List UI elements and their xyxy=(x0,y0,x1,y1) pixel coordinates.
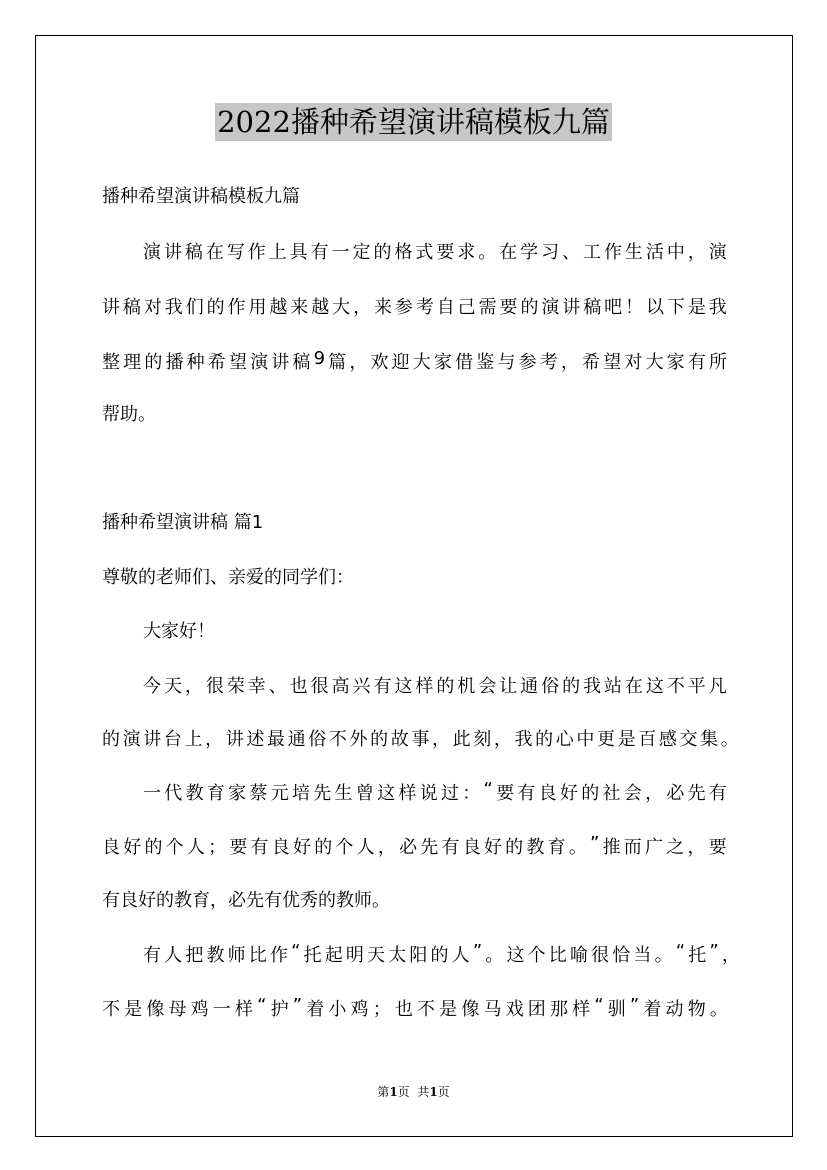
intro-line-4: 帮助。 xyxy=(102,404,156,425)
page-footer xyxy=(0,1083,827,1100)
para1-line-1 xyxy=(143,672,727,698)
para3-line-1 xyxy=(143,941,740,967)
para1-line-1-text: 今 天 ， 很 荣 幸 、 也 很 高 兴 有 这 样 的 机 会 让 通 俗 的 我 站 在 这 不 平 凡 xyxy=(143,676,727,697)
para1-line-2 xyxy=(102,725,739,751)
section-heading: 播种希望演讲稿 篇1 xyxy=(102,512,264,533)
intro-line-3-text: 整 理 的 播 种 希 望 演 讲 稿 9 篇 ， 欢 迎 大 家 借 鉴 与 参 考 ， 希 望 对 大 家 有 所 xyxy=(102,348,727,373)
intro-line-2 xyxy=(102,293,727,319)
salutation: 尊敬的老师们、亲爱的同学们： xyxy=(102,567,354,588)
para2-line-1-text: 一 代 教 育 家 蔡 元 培 先 生 曾 这 样 说 过 ： “ 要 有 良 好 的 社 会 ， 必 先 有 xyxy=(143,779,727,804)
para2-line-3: 有良好的教育，必先有优秀的教师。 xyxy=(102,890,390,911)
intro-line-1-text: 演 讲 稿 在 写 作 上 具 有 一 定 的 格 式 要 求 。 在 学 习 、 工 作 生 活 中 ， 演 xyxy=(143,242,727,263)
intro-line-3 xyxy=(102,348,727,374)
footer-label-pre: 第 xyxy=(377,1085,390,1099)
footer-label-mid: 页 共 xyxy=(397,1085,430,1099)
subtitle: 播种希望演讲稿模板九篇 xyxy=(102,186,300,207)
para1-line-2-text: 的 演 讲 台 上 ， 讲 述 最 通 俗 不 外 的 故 事 ， 此 刻 ， 我 的 心 中 更 是 百 感 交 集 。 xyxy=(102,729,739,750)
para2-line-1 xyxy=(143,779,727,805)
footer-page-total: 1 xyxy=(429,1085,438,1099)
intro-line-2-text: 讲 稿 对 我 们 的 作 用 越 来 越 大 ， 来 参 考 自 己 需 要 的 演 讲 稿 吧 ！ 以 下 是 我 xyxy=(102,297,727,318)
document-title-text: 2022播种希望演讲稿模板九篇 xyxy=(217,105,610,139)
footer-page-current: 1 xyxy=(389,1085,398,1099)
footer-label-post: 页 xyxy=(437,1085,450,1099)
greeting: 大家好！ xyxy=(143,621,215,642)
para3-line-1-text: 有 人 把 教 师 比 作 “ 托 起 明 天 太 阳 的 人 ” 。 这 个 比 喻 很 恰 当 。 “ 托 ” ， xyxy=(143,941,740,966)
intro-line-1 xyxy=(143,238,727,264)
para3-line-2 xyxy=(102,995,728,1021)
para2-line-2-text: 良 好 的 个 人 ； 要 有 良 好 的 个 人 ， 必 先 有 良 好 的 教 育 。 ” 推 而 广 之 ， 要 xyxy=(102,833,727,858)
para2-line-2 xyxy=(102,833,727,859)
document-title xyxy=(0,98,827,146)
para3-line-2-text: 不 是 像 母 鸡 一 样 “ 护 ” 着 小 鸡 ； 也 不 是 像 马 戏 团 那 样 “ 驯 ” 着 动 物 。 xyxy=(102,995,728,1020)
